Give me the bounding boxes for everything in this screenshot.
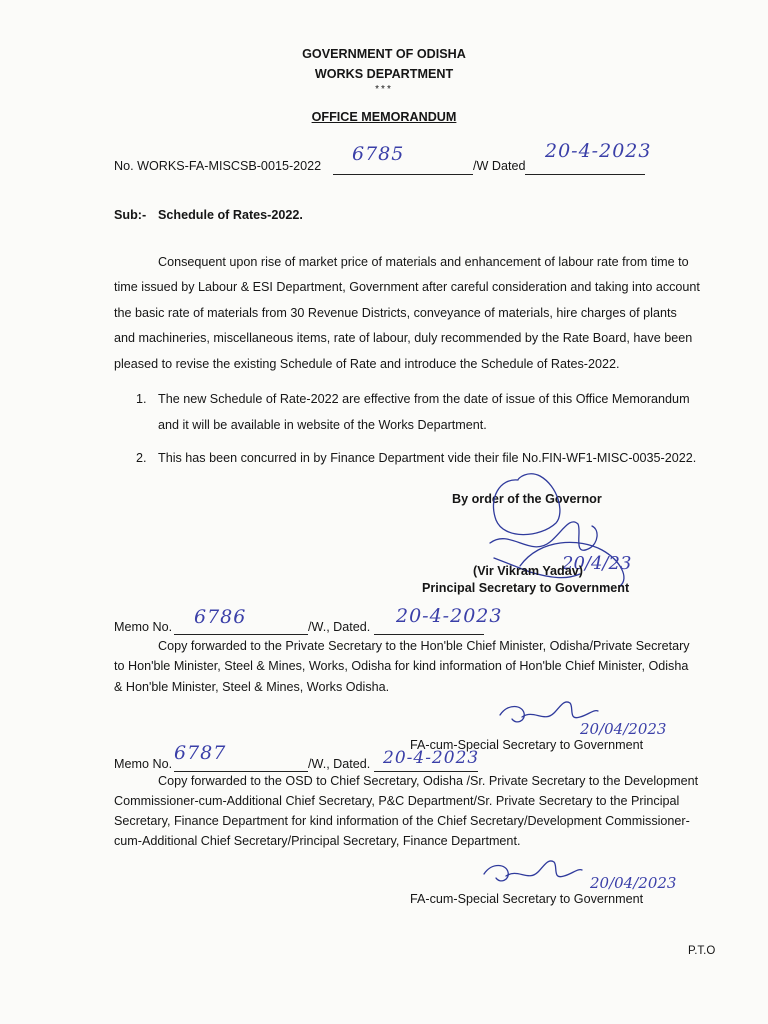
memo-date-underline (374, 634, 484, 635)
memo-number-label: Memo No. (114, 757, 173, 771)
reference-date-underline (525, 174, 645, 175)
memo-dated-label: /W., Dated. (308, 757, 371, 771)
subject-text: Schedule of Rates-2022. (158, 208, 303, 222)
department-heading: WORKS DEPARTMENT (314, 67, 454, 81)
copy-line: Copy forwarded to the OSD to Chief Secretary, Odisha /Sr. Private Secretary to the Development (158, 774, 699, 788)
principal-secretary-sign-date: 20/4/23 (562, 553, 632, 574)
copy-line: Secretary, Finance Department for kind information of the Chief Secretary/Development Commissioner- (114, 814, 690, 828)
copy-line: Copy forwarded to the Private Secretary to the Hon'ble Chief Minister, Odisha/Private Secretary (158, 639, 690, 653)
memo-date-underline (374, 771, 478, 772)
fa-special-secretary-title: FA-cum-Special Secretary to Government (410, 738, 644, 752)
copy-line: Commissioner-cum-Additional Chief Secretary, P&C Department/Sr. Private Secretary to the Principal (114, 794, 680, 808)
memo-number-underline (174, 634, 308, 635)
paragraph-line: pleased to revise the existing Schedule of Rate and introduce the Schedule of Rates-2022. (114, 357, 620, 371)
memo-date-handwritten: 20-4-2023 (396, 605, 503, 627)
heading-stars: *** (375, 84, 393, 95)
by-order-text: By order of the Governor (452, 492, 602, 506)
memo-date-handwritten: 20-4-2023 (383, 748, 480, 768)
fa-special-secretary-sign-date: 20/04/2023 (590, 874, 677, 892)
item-line: The new Schedule of Rate-2022 are effective from the date of issue of this Office Memorandum (158, 392, 690, 406)
subject-label: Sub:- (114, 208, 147, 222)
paragraph-line: Consequent upon rise of market price of materials and enhancement of labour rate from time to (158, 255, 689, 269)
fa-special-secretary-signature (478, 852, 588, 892)
signatory-name: (Vir Vikram Yadav) (473, 564, 583, 578)
item-line: This has been concurred in by Finance Department vide their file No.FIN-WF1-MISC-0035-2022. (158, 451, 697, 465)
item-number: 2. (136, 451, 147, 465)
copy-line: & Hon'ble Minister, Steel & Mines, Works Odisha. (114, 680, 390, 694)
reference-number-label: No. WORKS-FA-MISCSB-0015-2022 (114, 159, 322, 173)
memo-number-handwritten: 6786 (194, 606, 247, 628)
reference-dated-label: /W Dated (473, 159, 526, 173)
memo-number-underline (174, 771, 308, 772)
reference-number-underline (333, 174, 473, 175)
fa-special-secretary-title: FA-cum-Special Secretary to Government (410, 892, 644, 906)
memo-number-handwritten: 6787 (174, 742, 227, 764)
reference-number-handwritten: 6785 (352, 143, 405, 165)
paragraph-line: the basic rate of materials from 30 Revenue Districts, conveyance of materials, hire charges of plants (114, 306, 677, 320)
memo-dated-label: /W., Dated. (308, 620, 371, 634)
government-heading: GOVERNMENT OF ODISHA (302, 47, 466, 61)
office-memorandum-title-text: OFFICE MEMORANDUM (311, 110, 457, 124)
paragraph-line: time issued by Labour & ESI Department, Government after careful consideration and taking into account (114, 280, 700, 294)
copy-line: cum-Additional Chief Secretary/Principal Secretary, Finance Department. (114, 834, 521, 848)
signatory-title: Principal Secretary to Government (422, 581, 630, 595)
fa-special-secretary-sign-date: 20/04/2023 (580, 720, 667, 738)
item-number: 1. (136, 392, 147, 406)
office-memorandum-title (0, 110, 768, 124)
reference-date-handwritten: 20-4-2023 (545, 140, 652, 162)
pto-marker: P.T.O (688, 945, 716, 957)
item-line: and it will be available in website of the Works Department. (158, 418, 487, 432)
copy-line: to Hon'ble Minister, Steel & Mines, Works, Odisha for kind information of Hon'ble Chief Minister, Odisha (114, 659, 689, 673)
paragraph-line: and machineries, miscellaneous items, rate of labour, duly recommended by the Rate Board, have been (114, 331, 693, 345)
memo-number-label: Memo No. (114, 620, 173, 634)
